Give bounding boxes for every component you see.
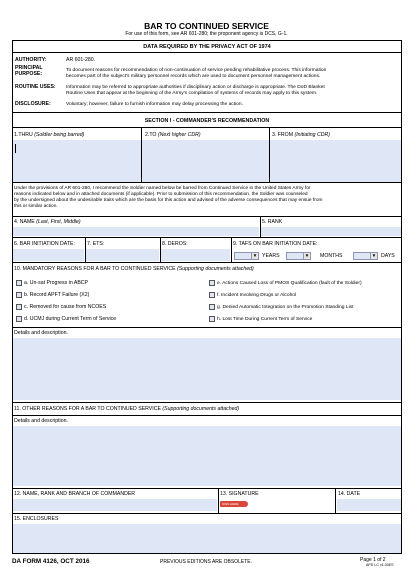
days-label: DAYS — [381, 253, 395, 259]
rank-label: 5. RANK — [262, 219, 283, 225]
date-field[interactable] — [337, 499, 401, 511]
date-label: 14. DATE — [338, 491, 361, 497]
purpose-label: PURPOSE: — [15, 71, 43, 77]
statement-text: this or similar action. — [14, 204, 58, 209]
purpose-text: becomes part of the subject's military personnel records which are used to document personnel management actions. — [66, 74, 321, 79]
reason-e-label: e. Actions Caused Loss of PMOS Qualification (fault of the Soldier) — [217, 281, 362, 286]
reason-c-checkbox[interactable] — [16, 304, 22, 310]
mandatory-details-field[interactable] — [13, 338, 401, 400]
name-label — [14, 220, 81, 226]
other-header-text: 11. OTHER REASONS FOR A BAR TO CONTINUED SERVICE — [14, 406, 161, 412]
divider — [12, 415, 402, 416]
to-label — [145, 133, 201, 139]
commander-name-field[interactable] — [13, 499, 217, 511]
reason-h-checkbox[interactable] — [209, 316, 215, 322]
other-header-hint: (Supporting documents attached) — [162, 406, 240, 412]
to-hint: (Next higher CDR) — [157, 132, 201, 138]
deros-label: 8. DEROS: — [162, 241, 188, 247]
months-select[interactable] — [286, 252, 311, 260]
divider — [12, 402, 402, 403]
authority-label: AUTHORITY: — [15, 57, 47, 63]
statement-text: Under the provisions of AR 601-280, I recommend the Soldier named below be barred from Continued Service in the United States Army for — [14, 186, 311, 191]
statement-text: by the undersigned about the undesirable traits which are the basis for this action and advised of the adverse consequences that may ensue from — [14, 198, 323, 203]
bar-date-field[interactable] — [13, 249, 84, 261]
ets-field[interactable] — [86, 249, 159, 261]
routine-uses-text: Routine Uses that appear at the beginning of the Army's compilation of systems of records may apply to this system. — [66, 91, 318, 96]
divider — [335, 488, 336, 513]
divider — [160, 237, 161, 262]
years-select[interactable] — [234, 252, 259, 260]
reason-f-checkbox[interactable] — [209, 292, 215, 298]
mandatory-header-hint: (Supporting documents attached) — [177, 266, 254, 272]
previous-editions-note: PREVIOUS EDITIONS ARE OBSOLETE. — [160, 559, 252, 565]
rank-field[interactable] — [261, 227, 401, 236]
form-version: APD LC v1.00ES — [366, 563, 394, 567]
deros-field[interactable] — [161, 249, 230, 261]
form-subtitle: For use of this form, see AR 601-280; the proponent agency is DCS, G-1. — [125, 31, 288, 37]
signature-label: 13. SIGNATURE — [220, 491, 259, 497]
mandatory-header-text: 10. MANDATORY REASONS FOR A BAR TO CONTINUED SERVICE — [14, 266, 176, 272]
from-hint: (Initiating CDR) — [294, 132, 330, 138]
from-label — [272, 133, 330, 139]
authority-text: AR 601-280. — [66, 57, 96, 63]
divider — [141, 127, 142, 182]
routine-uses-text: Information may be referred to appropriate authorities if disciplinary action or discharge is appropriate. The DoD Blanket — [66, 85, 325, 90]
divider — [269, 127, 270, 182]
chevron-down-icon: ▼ — [371, 253, 377, 258]
reason-c-label: c. Removed for cause from NCOES — [24, 304, 107, 310]
divider — [12, 127, 402, 128]
tafs-label: 9. TAFS ON BAR INITIATION DATE: — [233, 241, 318, 247]
disclosure-label: DISCLOSURE: — [15, 101, 51, 107]
divider — [12, 112, 402, 113]
reason-g-label: g. Denied Automatic Integration on the Promotion Standing List — [217, 305, 354, 310]
details-label: Details and description. — [14, 418, 68, 424]
divider — [85, 237, 86, 262]
chevron-down-icon: ▼ — [252, 253, 258, 258]
days-select[interactable] — [353, 252, 378, 260]
divider — [231, 237, 232, 262]
thru-label-text: 1.THRU — [14, 132, 33, 138]
divider — [12, 488, 402, 489]
divider — [12, 182, 402, 183]
from-field[interactable] — [270, 140, 401, 182]
thru-label — [14, 133, 84, 139]
reason-e-checkbox[interactable] — [209, 280, 215, 286]
months-label: MONTHS — [320, 253, 343, 259]
disclosure-text: Voluntary; however, failure to furnish information may delay processing the action. — [66, 102, 243, 107]
reason-b-label: b. Record APFT Failure (X2) — [24, 292, 90, 298]
thru-field[interactable] — [13, 140, 141, 182]
page-number: Page 1 of 2 — [360, 557, 386, 563]
ets-label: 7. ETS: — [87, 241, 105, 247]
bar-date-label: 6. BAR INITIATION DATE: — [14, 241, 75, 247]
reason-f-label: f. Incident Involving Drugs or Alcohol — [217, 293, 297, 298]
from-label-text: 3. FROM — [272, 132, 294, 138]
other-details-field[interactable] — [13, 426, 401, 486]
routine-uses-label: ROUTINE USES: — [15, 84, 56, 90]
divider — [12, 513, 402, 514]
reason-a-label: a. Un-sat Progress in ABCP — [24, 280, 89, 286]
form-id: DA FORM 4126, OCT 2016 — [12, 558, 90, 565]
reason-g-checkbox[interactable] — [209, 304, 215, 310]
privacy-header: DATA REQUIRED BY THE PRIVACY ACT OF 1974 — [143, 44, 271, 50]
name-label-text: 4. NAME — [14, 219, 35, 225]
name-field[interactable] — [13, 227, 259, 236]
to-label-text: 2.TO — [145, 132, 157, 138]
reason-d-checkbox[interactable] — [16, 316, 22, 322]
name-hint: (Last, First, Middle) — [36, 219, 81, 225]
text-cursor — [15, 144, 16, 153]
divider — [12, 216, 402, 217]
thru-hint: (Soldier being barred) — [34, 132, 85, 138]
reason-d-label: d. UCMJ during Current Term of Service — [24, 316, 117, 322]
reason-a-checkbox[interactable] — [16, 280, 22, 286]
statement-text: reasons indicated below and in attached documents (if applicable). Prior to submission of this recommendation, the Soldier was counseled — [14, 192, 308, 197]
enclosures-field[interactable] — [13, 524, 401, 553]
divider — [12, 327, 402, 328]
to-field[interactable] — [142, 140, 269, 182]
divider — [12, 262, 402, 263]
commander-name-label: 12. NAME, RANK AND BRANCH OF COMMANDER — [14, 491, 136, 497]
chevron-down-icon: ▼ — [304, 253, 310, 258]
other-header — [14, 407, 239, 413]
details-label: Details and description. — [14, 330, 68, 336]
divider — [12, 237, 402, 238]
mandatory-header — [14, 267, 254, 273]
divider — [218, 488, 219, 513]
sign-here-flag[interactable]: SIGN HERE — [220, 501, 248, 507]
divider — [12, 52, 402, 53]
purpose-label: PRINCIPAL — [15, 65, 43, 71]
divider — [260, 216, 261, 237]
years-label: YEARS — [262, 253, 280, 259]
reason-b-checkbox[interactable] — [16, 292, 22, 298]
form-title: BAR TO CONTINUED SERVICE — [144, 21, 269, 31]
purpose-text: To document reasons for recommendation of non-continuation of service pending rehabilitative process. This information — [66, 68, 327, 73]
enclosures-label: 15. ENCLOSURES — [14, 516, 59, 522]
reason-h-label: h. Lost Time During Current Term of Service — [217, 317, 313, 322]
section-header: SECTION I - COMMANDER'S RECOMMENDATION — [144, 118, 270, 124]
